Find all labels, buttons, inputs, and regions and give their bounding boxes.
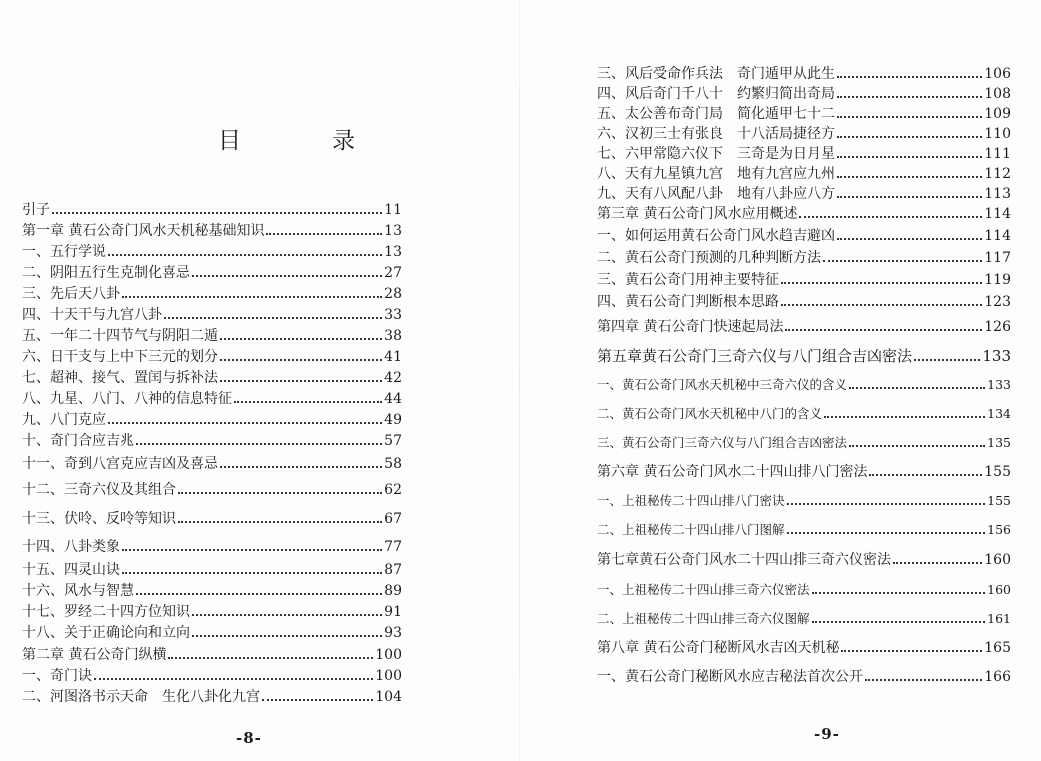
toc-entry-page: 13 <box>384 244 402 260</box>
toc-entry-title: 一、黄石公奇门风水天机秘中三奇六仪的含义 <box>597 377 848 392</box>
toc-leader-dots <box>781 282 982 284</box>
toc-entry <box>22 326 402 347</box>
toc-entry-title: 六、汉初三士有张良 十八活局捷径方 <box>597 126 835 142</box>
toc-leader-dots <box>865 679 982 681</box>
toc-entry-title: 十、奇门合应吉兆 <box>22 433 134 449</box>
toc-entry-title: 十八、关于正确论向和立向 <box>22 625 190 641</box>
toc-entry-title: 四、十天干与九宫八卦 <box>22 307 162 323</box>
toc-leader-dots <box>823 260 982 262</box>
toc-entry-page: 57 <box>384 433 402 449</box>
toc-leader-dots <box>220 380 382 382</box>
toc-entry-title: 二、上祖秘传二十四山排三奇六仪图解 <box>597 611 810 626</box>
toc-entry-title: 十三、伏呤、反呤等知识 <box>22 511 176 527</box>
toc-entry-page: 113 <box>984 186 1011 202</box>
toc-entry-page: 67 <box>384 511 402 527</box>
toc-entry-page: 108 <box>984 86 1011 102</box>
toc-entry <box>597 487 1011 515</box>
toc-entry-page: 87 <box>384 562 402 578</box>
toc-entry-page: 166 <box>984 669 1011 685</box>
toc-leader-dots <box>837 76 982 78</box>
toc-entry <box>597 341 1011 371</box>
toc-entry <box>597 515 1011 545</box>
toc-entry <box>597 84 1011 104</box>
toc-entry-page: 100 <box>375 668 402 684</box>
toc-entry <box>22 368 402 389</box>
toc-entry-title: 十四、八卦类象 <box>22 539 120 555</box>
toc-entry-title: 二、黄石公奇门预测的几种判断方法 <box>597 250 821 266</box>
toc-entry-page: 93 <box>384 625 402 641</box>
toc-entry-title: 一、如何运用黄石公奇门风水趋吉避凶 <box>597 228 835 244</box>
toc-entry <box>597 204 1011 225</box>
toc-entry-title: 八、天有九星镇九宫 地有九宫应九州 <box>597 166 835 182</box>
toc-leader-dots <box>869 474 982 476</box>
toc-entry-title: 四、黄石公奇门判断根本思路 <box>597 294 779 310</box>
toc-entry <box>22 505 402 534</box>
toc-entry-title: 四、风后奇门千八十 约繁归简出奇局 <box>597 86 835 102</box>
toc-entry-page: 114 <box>984 228 1011 244</box>
page-number-right: -9- <box>814 725 840 743</box>
toc-entry <box>22 221 402 242</box>
toc-leader-dots <box>787 503 986 505</box>
toc-entry-page: 42 <box>384 370 402 386</box>
toc-leader-dots <box>914 359 980 361</box>
toc-entry <box>22 263 402 284</box>
toc-entry-page: 160 <box>984 552 1011 568</box>
toc-entry-page: 62 <box>384 482 402 498</box>
toc-leader-dots <box>812 621 986 623</box>
toc-entry-page: 112 <box>984 166 1011 182</box>
toc-entry-page: 13 <box>384 223 402 239</box>
toc-entry-page: 155 <box>987 493 1011 508</box>
toc-entry-page: 28 <box>384 286 402 302</box>
toc-entry-title: 第七章黄石公奇门风水二十四山排三奇六仪密法 <box>597 552 891 568</box>
toc-entry <box>597 291 1011 313</box>
toc-leader-dots <box>52 212 382 214</box>
toc-entry <box>22 452 402 476</box>
toc-entry-title: 五、一年二十四节气与阴阳二遁 <box>22 328 218 344</box>
page-number-left: -8- <box>236 729 262 747</box>
toc-entry <box>22 560 402 581</box>
toc-entry-title: 十七、罗经二十四方位知识 <box>22 604 190 620</box>
toc-entry-title: 十二、三奇六仪及其组合 <box>22 482 176 498</box>
toc-leader-dots <box>837 116 982 118</box>
toc-leader-dots <box>837 196 982 198</box>
toc-entry <box>597 545 1011 575</box>
toc-leader-dots <box>108 254 382 256</box>
toc-entry-page: 119 <box>984 272 1011 288</box>
toc-leader-dots <box>837 176 982 178</box>
toc-entry <box>22 623 402 644</box>
toc-entry-title: 九、天有八风配八卦 地有八卦应八方 <box>597 186 835 202</box>
toc-list-right <box>597 64 1011 692</box>
toc-entry <box>22 410 402 431</box>
toc-entry <box>597 144 1011 164</box>
toc-entry <box>597 104 1011 124</box>
toc-entry-page: 109 <box>984 106 1011 122</box>
left-page <box>0 0 520 761</box>
toc-leader-dots <box>122 572 382 574</box>
toc-leader-dots <box>262 699 373 701</box>
toc-entry-page: 123 <box>984 294 1011 310</box>
toc-entry-title: 二、阴阳五行生克制化喜忌 <box>22 265 190 281</box>
toc-entry <box>597 164 1011 184</box>
toc-entry-page: 110 <box>984 126 1011 142</box>
toc-entry-title: 三、风后受命作兵法 奇门遁甲从此生 <box>597 66 835 82</box>
toc-entry-title: 第四章 黄石公奇门快速起局法 <box>597 319 784 335</box>
toc-leader-dots <box>122 296 382 298</box>
toc-entry-title: 一、奇门诀 <box>22 668 92 684</box>
toc-entry-page: 117 <box>984 250 1011 266</box>
toc-leader-dots <box>168 657 373 659</box>
toc-entry <box>22 534 402 560</box>
toc-leader-dots <box>781 304 982 306</box>
toc-entry-title: 十五、四灵山诀 <box>22 562 120 578</box>
toc-entry-title: 第二章 黄石公奇门纵横 <box>22 647 167 663</box>
toc-leader-dots <box>108 422 382 424</box>
toc-entry-title: 一、五行学说 <box>22 244 106 260</box>
toc-entry-title: 十一、奇到八宫克应吉凶及喜忌 <box>22 456 218 472</box>
toc-entry <box>597 64 1011 84</box>
toc-leader-dots <box>122 549 382 551</box>
toc-entry-page: 134 <box>987 406 1011 421</box>
toc-entry-title: 三、黄石公奇门三奇六仪与八门组合吉凶密法 <box>597 435 848 450</box>
toc-entry-page: 135 <box>987 435 1011 450</box>
toc-leader-dots <box>787 532 986 534</box>
toc-entry <box>22 389 402 410</box>
toc-leader-dots <box>785 329 982 331</box>
right-page <box>520 0 1041 761</box>
toc-entry-title: 五、太公善布奇门局 简化遁甲七十二 <box>597 106 835 122</box>
toc-entry-page: 111 <box>984 146 1011 162</box>
toc-entry-title: 第六章 黄石公奇门风水二十四山排八门密法 <box>597 464 868 480</box>
toc-entry-title: 二、上祖秘传二十四山排八门图解 <box>597 522 785 537</box>
toc-entry <box>597 575 1011 604</box>
toc-entry-page: 33 <box>384 307 402 323</box>
toc-entry-title: 八、九星、八门、八神的信息特征 <box>22 391 232 407</box>
toc-entry-title: 引子 <box>22 202 50 218</box>
toc-entry <box>597 663 1011 692</box>
toc-entry-page: 49 <box>384 412 402 428</box>
toc-entry-page: 104 <box>375 689 402 705</box>
toc-leader-dots <box>220 338 382 340</box>
toc-entry-title: 七、超神、接气、置闰与拆补法 <box>22 370 218 386</box>
toc-leader-dots <box>192 614 382 616</box>
toc-leader-dots <box>849 445 985 447</box>
toc-leader-dots <box>841 650 982 652</box>
toc-entry <box>597 633 1011 663</box>
toc-entry <box>22 284 402 305</box>
toc-entry-page: 89 <box>384 583 402 599</box>
toc-entry-title: 三、先后天八卦 <box>22 286 120 302</box>
toc-leader-dots <box>849 387 985 389</box>
toc-entry-title: 一、上祖秘传二十四山排三奇六仪密法 <box>597 582 810 597</box>
toc-entry-page: 133 <box>987 377 1011 392</box>
toc-entry-page: 58 <box>384 456 402 472</box>
toc-entry-page: 91 <box>384 604 402 620</box>
toc-leader-dots <box>220 359 382 361</box>
toc-entry <box>22 347 402 368</box>
toc-entry-page: 160 <box>987 582 1011 597</box>
toc-entry <box>22 687 402 708</box>
toc-entry <box>597 429 1011 457</box>
toc-entry <box>22 644 402 666</box>
toc-entry-title: 第五章黄石公奇门三奇六仪与八门组合吉凶密法 <box>597 347 913 365</box>
toc-entry <box>597 269 1011 291</box>
toc-leader-dots <box>136 443 382 445</box>
toc-entry <box>22 581 402 602</box>
page-title: 目 录 <box>218 128 389 154</box>
toc-entry <box>22 199 402 221</box>
toc-entry-page: 165 <box>984 640 1011 656</box>
toc-entry-page: 77 <box>384 539 402 555</box>
toc-leader-dots <box>234 401 382 403</box>
toc-entry-page: 161 <box>987 611 1011 626</box>
toc-entry-title: 一、上祖秘传二十四山排八门密诀 <box>597 493 785 508</box>
toc-entry <box>597 247 1011 269</box>
toc-leader-dots <box>136 593 382 595</box>
toc-entry-page: 155 <box>984 464 1011 480</box>
toc-entry-title: 十六、风水与智慧 <box>22 583 134 599</box>
toc-leader-dots <box>799 216 982 218</box>
toc-entry <box>22 666 402 687</box>
toc-entry-title: 第一章 黄石公奇门风水天机秘基础知识 <box>22 223 265 239</box>
toc-entry <box>597 225 1011 247</box>
toc-entry <box>22 242 402 263</box>
toc-entry-title: 九、八门克应 <box>22 412 106 428</box>
toc-entry <box>597 604 1011 633</box>
toc-entry-page: 41 <box>384 349 402 365</box>
toc-leader-dots <box>837 156 982 158</box>
toc-entry-page: 114 <box>984 206 1011 222</box>
toc-leader-dots <box>192 635 382 637</box>
toc-leader-dots <box>837 96 982 98</box>
toc-entry-title: 七、六甲常隐六仪下 三奇是为日月星 <box>597 146 835 162</box>
toc-entry <box>22 476 402 505</box>
toc-leader-dots <box>837 136 982 138</box>
toc-entry-page: 38 <box>384 328 402 344</box>
toc-entry-title: 六、日干支与上中下三元的划分 <box>22 349 218 365</box>
toc-leader-dots <box>837 238 982 240</box>
toc-entry-title: 第八章 黄石公奇门秘断风水吉凶天机秘 <box>597 640 840 656</box>
toc-entry-title: 一、黄石公奇门秘断风水应吉秘法首次公开 <box>597 669 863 685</box>
toc-leader-dots <box>220 466 382 468</box>
toc-leader-dots <box>192 275 382 277</box>
toc-entry-page: 27 <box>384 265 402 281</box>
toc-leader-dots <box>164 317 382 319</box>
toc-leader-dots <box>812 592 986 594</box>
toc-entry-title: 二、黄石公奇门风水天机秘中八门的含义 <box>597 406 823 421</box>
toc-leader-dots <box>178 521 382 523</box>
toc-entry <box>597 313 1011 341</box>
toc-leader-dots <box>824 416 985 418</box>
toc-entry-title: 二、河图洛书示天命 生化八卦化九宫 <box>22 689 260 705</box>
toc-entry-page: 11 <box>384 202 402 218</box>
toc-entry <box>22 602 402 623</box>
toc-entry <box>22 305 402 326</box>
toc-entry-title: 三、黄石公奇门用神主要特征 <box>597 272 779 288</box>
toc-leader-dots <box>266 233 382 235</box>
toc-entry-page: 106 <box>984 66 1011 82</box>
toc-entry-page: 44 <box>384 391 402 407</box>
toc-entry-page: 100 <box>375 647 402 663</box>
toc-entry <box>597 457 1011 487</box>
toc-entry <box>597 184 1011 204</box>
toc-leader-dots <box>893 562 982 564</box>
toc-entry-title: 第三章 黄石公奇门风水应用概述 <box>597 206 798 222</box>
toc-entry <box>597 371 1011 399</box>
toc-entry <box>22 431 402 452</box>
toc-leader-dots <box>94 678 373 680</box>
toc-entry <box>597 124 1011 144</box>
toc-leader-dots <box>178 492 382 494</box>
toc-list-left <box>22 199 402 708</box>
toc-entry-page: 156 <box>987 522 1011 537</box>
toc-entry-page: 126 <box>984 319 1011 335</box>
toc-entry <box>597 399 1011 429</box>
toc-entry-page: 133 <box>982 347 1011 365</box>
